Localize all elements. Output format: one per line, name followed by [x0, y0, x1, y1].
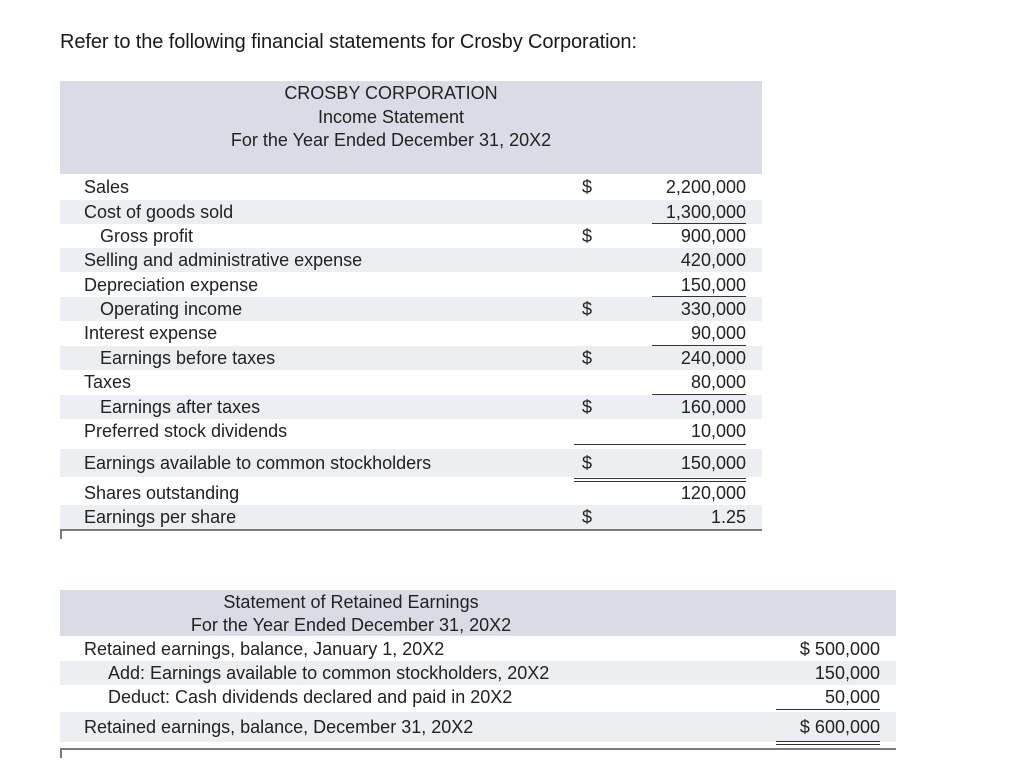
row-amount: 900,000 [680, 226, 746, 246]
row-amount: $ 600,000 [799, 717, 880, 737]
table-bottom-edge [60, 529, 762, 531]
statement-title: Income Statement [317, 107, 465, 127]
currency-sign: $ [582, 507, 593, 527]
row-cogs [60, 200, 762, 224]
subtotal-underline [574, 444, 746, 445]
row-label: Earnings before taxes [100, 348, 276, 368]
row-amount: 330,000 [680, 299, 746, 319]
retained-earnings-title: Statement of Retained Earnings [223, 592, 479, 612]
row-amount: 80,000 [690, 372, 746, 392]
row-label: Gross profit [100, 226, 194, 246]
row-label: Shares outstanding [84, 483, 240, 503]
row-label: Retained earnings, balance, December 31, 20X2 [84, 717, 474, 737]
row-label: Selling and administrative expense [84, 250, 363, 270]
row-label: Earnings available to common stockholders [84, 453, 432, 473]
row-earnings-before-taxes [60, 346, 762, 370]
row-eps [60, 505, 762, 529]
row-label: Depreciation expense [84, 275, 259, 295]
row-label: Interest expense [84, 323, 218, 343]
row-preferred-dividends [60, 419, 762, 443]
row-label: Cost of goods sold [84, 202, 234, 222]
statement-period: For the Year Ended December 31, 20X2 [230, 130, 552, 150]
currency-sign: $ [582, 397, 593, 417]
row-re-ending [60, 712, 896, 742]
row-earnings-after-taxes [60, 395, 762, 419]
row-re-deduct [60, 685, 896, 709]
row-amount: 120,000 [680, 483, 746, 503]
row-label: Sales [84, 177, 130, 197]
row-amount: 50,000 [824, 687, 880, 707]
table-left-edge [60, 529, 62, 539]
row-taxes [60, 370, 762, 394]
row-amount: 160,000 [680, 397, 746, 417]
row-amount: 10,000 [690, 421, 746, 441]
row-interest-expense [60, 321, 762, 345]
row-re-beginning [60, 637, 896, 661]
row-label: Earnings after taxes [100, 397, 261, 417]
row-amount: 240,000 [680, 348, 746, 368]
table-bottom-edge [60, 748, 896, 750]
company-name: CROSBY CORPORATION [284, 83, 498, 103]
row-amount: 2,200,000 [665, 177, 746, 197]
row-amount: 420,000 [680, 250, 746, 270]
table-left-edge [60, 748, 62, 758]
intro-text: Refer to the following financial statements for Crosby Corporation: [60, 31, 637, 53]
currency-sign: $ [582, 348, 593, 368]
currency-sign: $ [582, 177, 593, 197]
row-operating-income [60, 297, 762, 321]
row-label: Preferred stock dividends [84, 421, 288, 441]
row-label: Taxes [84, 372, 132, 392]
row-label: Add: Earnings available to common stockholders, 20X2 [108, 663, 550, 683]
row-earnings-available-common [60, 449, 762, 477]
retained-earnings-header [60, 590, 896, 636]
row-amount: $ 500,000 [799, 639, 880, 659]
total-double-underline [776, 741, 880, 745]
row-depreciation [60, 273, 762, 297]
retained-earnings-period: For the Year Ended December 31, 20X2 [190, 615, 512, 635]
income-statement-header [60, 81, 762, 174]
row-amount: 90,000 [690, 323, 746, 343]
row-gross-profit [60, 224, 762, 248]
row-amount: 1,300,000 [665, 202, 746, 222]
row-amount: 1.25 [710, 507, 746, 527]
row-shares-outstanding [60, 481, 762, 505]
row-label: Retained earnings, balance, January 1, 20X2 [84, 639, 445, 659]
row-label: Operating income [100, 299, 243, 319]
row-sales [60, 175, 762, 199]
row-selling-admin [60, 248, 762, 272]
currency-sign: $ [582, 453, 593, 473]
currency-sign: $ [582, 226, 593, 246]
row-label: Earnings per share [84, 507, 237, 527]
row-label: Deduct: Cash dividends declared and paid in 20X2 [108, 687, 513, 707]
row-amount: 150,000 [680, 453, 746, 473]
row-amount: 150,000 [680, 275, 746, 295]
row-amount: 150,000 [814, 663, 880, 683]
row-re-add [60, 661, 896, 685]
subtotal-underline [776, 709, 880, 710]
currency-sign: $ [582, 299, 593, 319]
